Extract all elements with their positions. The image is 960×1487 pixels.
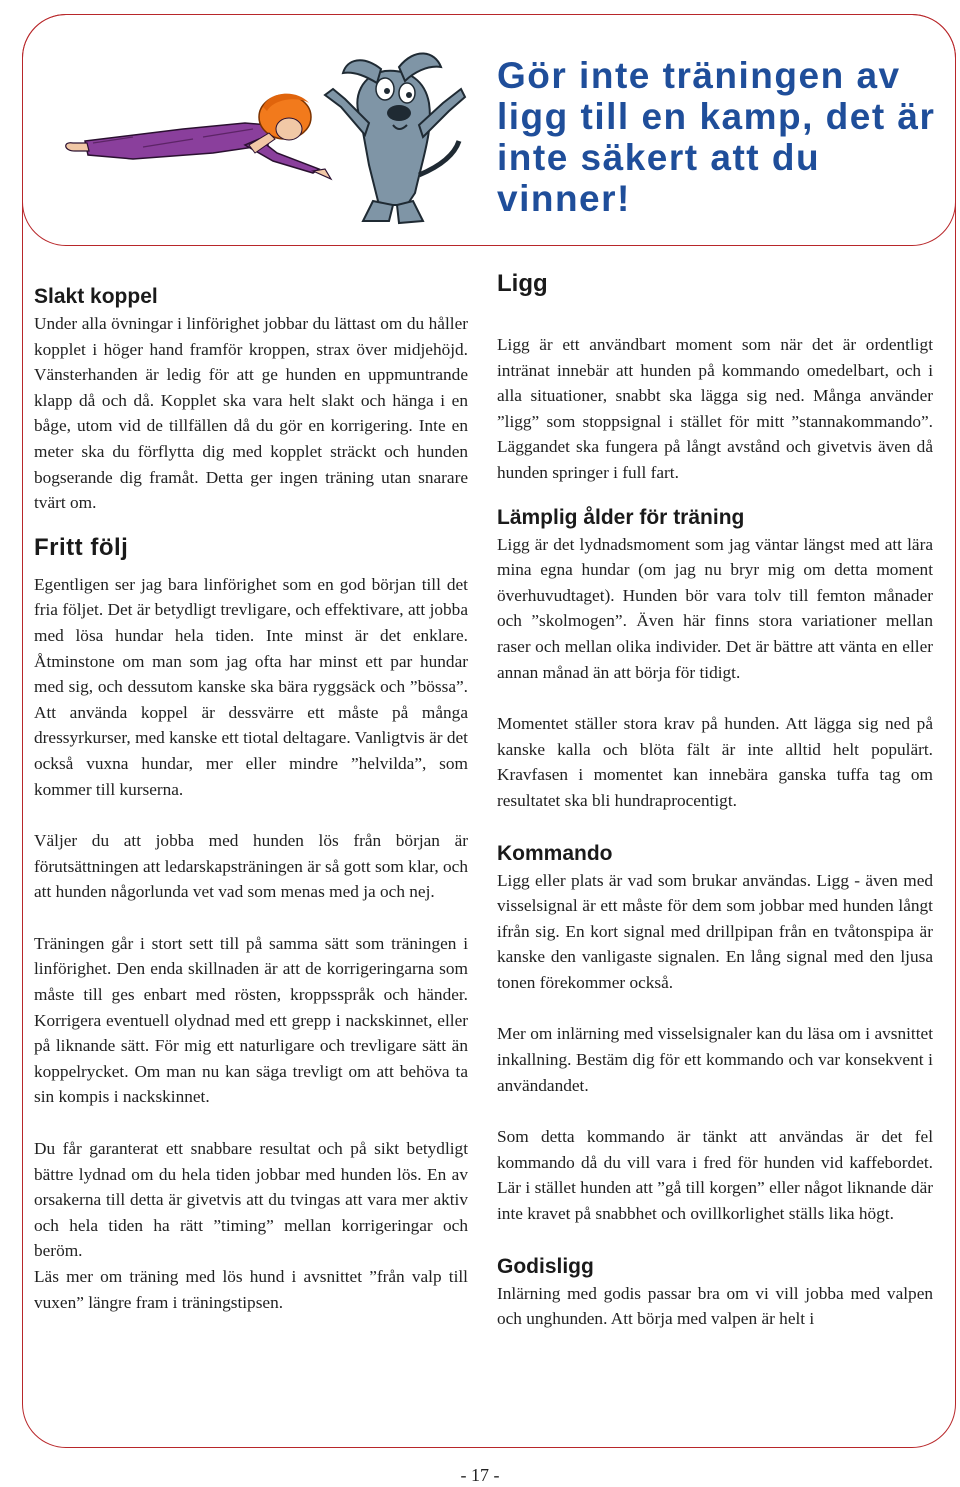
paragraph-fritt-folj-2: Väljer du att jobba med hunden lös från början är förutsättningen att ledarskapsträningen är så gott som klar, och att hunden någorlunda vet vad som menas med ja och nej. (34, 831, 468, 902)
heading-slakt-koppel: Slakt koppel (34, 285, 158, 308)
heading-lamplig-alder: Lämplig ålder för träning (497, 505, 745, 529)
paragraph-kommando-1: Ligg eller plats är vad som brukar användas. Ligg - även med visselsignal är ett måste för dem som jobbar med hunden långt ifrån sig. En kort signal med drillpipan från en tvåtonspipa är kanske den vanligaste signalen. En lång signal med den ljusa tonen förekommer också. (497, 870, 933, 992)
paragraph-fritt-folj-5: Läs mer om träning med lös hund i avsnittet ”från valp till vuxen” längre fram i träningstipsen. (34, 1267, 468, 1312)
heading-godisligg: Godisligg (497, 1254, 594, 1278)
paragraph-fritt-folj-4: Du får garanterat ett snabbare resultat och på sikt betydligt bättre lydnad om du hela tiden jobbar med hunden lös. En av orsakerna till detta är givetvis att du tvingas att vara mer aktiv och hela tiden ha rätt ”timing” mellan korrigeringar och beröm. (34, 1139, 468, 1261)
header-panel (22, 14, 956, 246)
paragraph-lamplig-alder-1: Ligg är det lydnadsmoment som jag väntar längst med att lära mina egna hundar (om jag nu bryr mig om detta moment överhuvudtaget). Hunden bör vara tolv till femton månader och ”skolmogen”. Även här finns stora variationer mellan raser och mellan olika individer. Det är bättre att vänta en eller annan månad än att börja för tidigt. (497, 534, 933, 682)
paragraph-kommando-3: Som detta kommando är tänkt att användas är det fel kommando då du vill vara i fred för hunden vid kaffebordet. Lär i stället hunden att ”gå till korgen” eller något liknande där inte kravet på snabbhet och ovillkorlighet ställs lika högt. (497, 1127, 933, 1224)
page-number: - 17 - (460, 1465, 500, 1485)
cartoon-dog-and-woman-illustration (63, 25, 473, 245)
heading-fritt-folj: Fritt följ (34, 533, 129, 561)
paragraph-fritt-folj-3: Träningen går i stort sett till på samma sätt som träningen i linförighet. Den enda skillnaden är att de korrigeringarna som måste till ges enbart med rösten, kroppsspråk och händer. Korrigera eventuell olydnad med ett grepp i nackskinnet, eller på liknande sätt. För mig ett naturligare och trevligare sätt än koppelrycket. Om man nu kan säga trevligt om att behöva ta sin kompis i nackskinnet. (34, 933, 468, 1107)
woman-figure (66, 94, 331, 179)
paragraph-fritt-folj-1: Egentligen ser jag bara linförighet som en god början till det fria följet. Det är betydligt trevligare, och effektivare, att jobba med lösa hundar hela tiden. Inte minst är det enklare. Åtminstone om man som jag ofta har minst ett par hundar med sig, och dessutom kanske ska bära ryggsäck och ”bössa”. Att använda koppel är dessvärre ett måste på många dressyrkurser, med kanske ett tiotal deltagare. Vanligtvis är det också vuxna hundar, mer eller mindre ”helvilda”, som kommer till kurserna. (34, 574, 468, 799)
left-column (34, 283, 468, 1315)
right-column (497, 270, 933, 1332)
heading-ligg: Ligg (497, 270, 548, 297)
paragraph-lamplig-alder-2: Momentet ställer stora krav på hunden. Att lägga sig ned på kanske kalla och blöta fält är inte alltid helt populärt. Kravfasen i momentet kan innebära ganska tuffa tag om resultatet ska bli hundraprocentigt. (497, 714, 933, 810)
dog-figure (325, 53, 465, 223)
paragraph-kommando-2: Mer om inlärning med visselsignaler kan du läsa om i avsnittet inkallning. Bestäm dig för ett kommando och var konsekvent i användandet. (497, 1024, 933, 1095)
paragraph-slakt-koppel: Under alla övningar i linförighet jobbar du lättast om du håller kopplet i höger hand framför kroppen, strax över midjehöjd. Vänsterhanden är ledig för att ge hunden en uppmuntrande klapp då och då. Kopplet ska vara helt slakt och hänga i en båge, utom vid de tillfällen då du gör en korrigering. Inte en meter ska du förflytta dig med kopplet sträckt och hunden bogserande dig framåt. Detta ger ingen träning utan snarare tvärt om. (34, 314, 468, 513)
paragraph-ligg: Ligg är ett användbart moment som när det är ordentligt intränat innebär att hunden på kommando omedelbart, och i alla situationer, snabbt ska lägga sig ned. Många använder ”ligg” som stoppsignal i stället för mitt ”stannakommando”. Läggandet ska fungera på långt avstånd och givetvis även då hunden springer i full fart. (497, 335, 933, 482)
headline: Gör inte träningen av ligg till en kamp, det är inte säkert att du vinner! (497, 55, 936, 219)
paragraph-godisligg: Inlärning med godis passar bra om vi vill jobba med valpen och unghunden. Att börja med valpen är helt i (497, 1283, 933, 1329)
heading-kommando: Kommando (497, 841, 613, 865)
